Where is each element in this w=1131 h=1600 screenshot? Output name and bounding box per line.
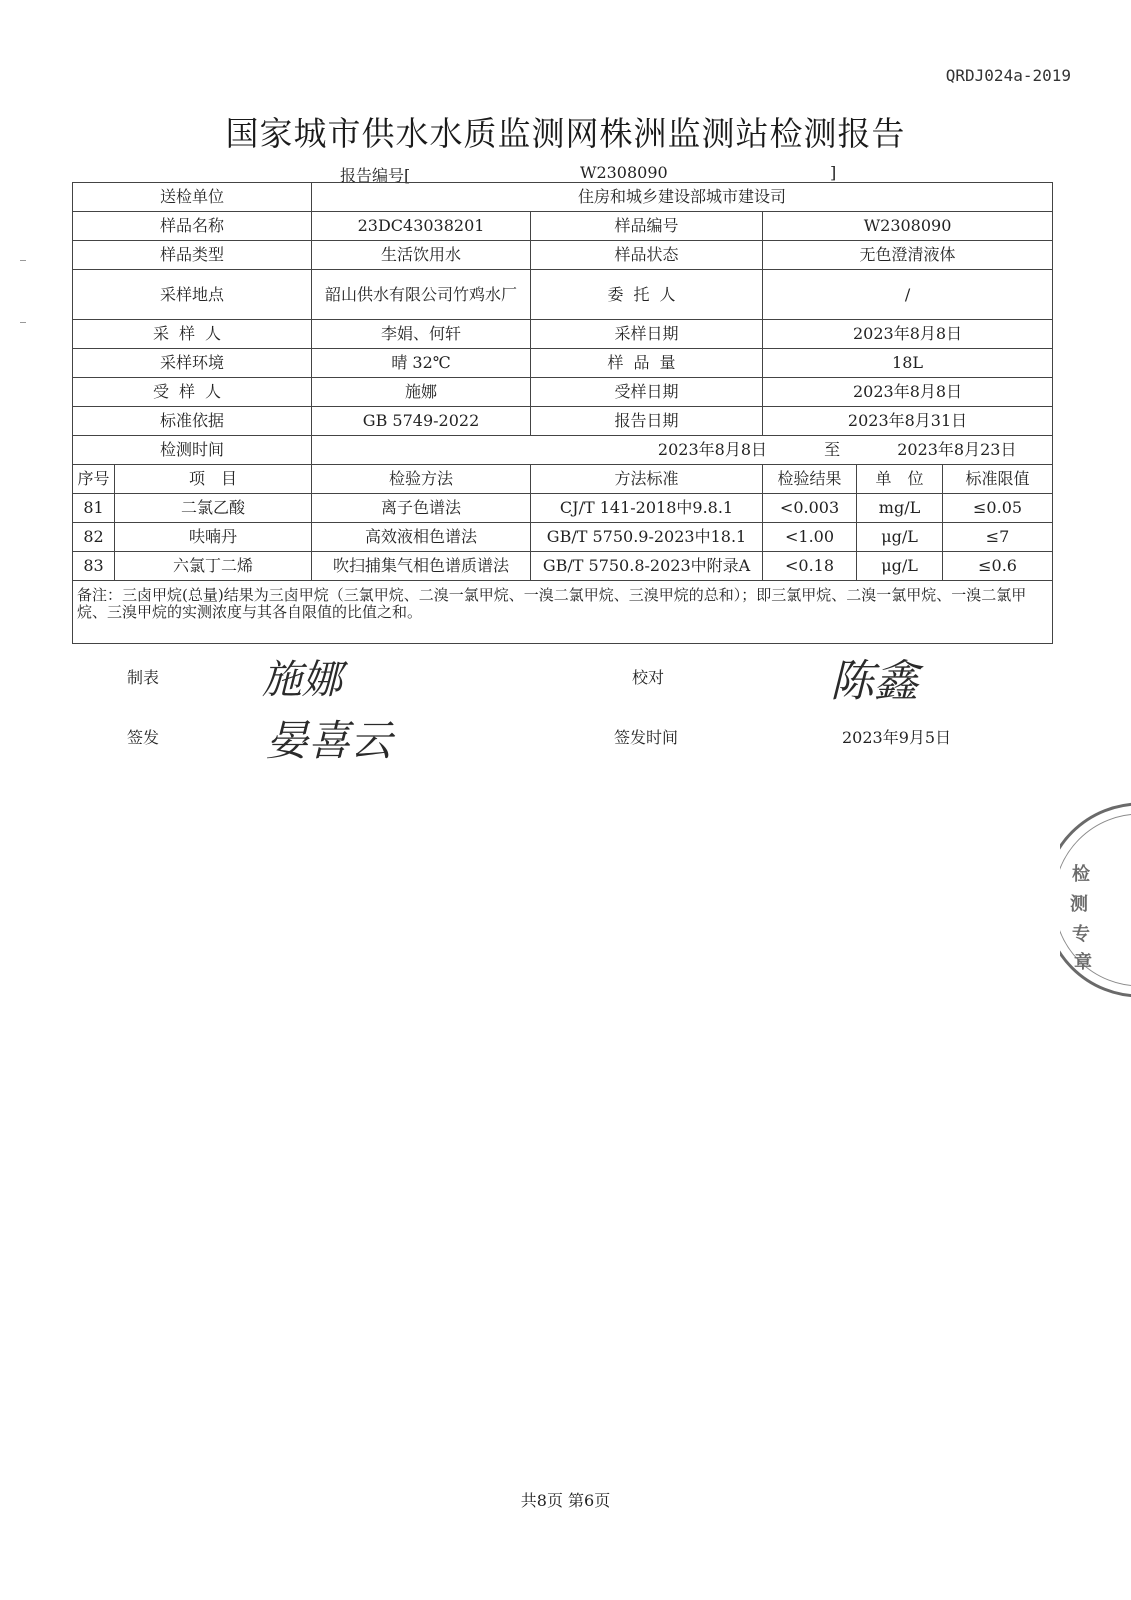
header-no: 序号	[73, 465, 115, 494]
svg-text:测: 测	[1070, 894, 1088, 915]
location-label: 采样地点	[73, 270, 312, 320]
test-end: 2023年8月23日	[897, 440, 1017, 459]
row-location	[73, 270, 1053, 320]
sampler-value: 李娟、何轩	[312, 320, 531, 349]
test-start: 2023年8月8日	[657, 440, 768, 459]
receiver-label: 受样人	[73, 378, 312, 407]
sampler-label: 采样人	[73, 320, 312, 349]
row-note	[73, 581, 1053, 644]
table-row	[73, 523, 1053, 552]
row-receiver	[73, 378, 1053, 407]
submit-unit-value: 住房和城乡建设部城市建设司	[312, 183, 1053, 212]
row-method: 吹扫捕集气相色谱质谱法	[312, 552, 531, 581]
seal-icon	[1060, 800, 1131, 1000]
row-sample-name	[73, 212, 1053, 241]
svg-text:检: 检	[1072, 864, 1090, 885]
report-table	[72, 182, 1053, 644]
row-unit: mg/L	[857, 494, 943, 523]
client-label: 委托人	[531, 270, 763, 320]
standard-value: GB 5749-2022	[312, 407, 531, 436]
report-date-label: 报告日期	[531, 407, 763, 436]
receive-date-value: 2023年8月8日	[763, 378, 1053, 407]
sample-type-value: 生活饮用水	[312, 241, 531, 270]
issue-label: 签发	[127, 728, 160, 747]
scan-mark	[20, 322, 26, 323]
row-method: 离子色谱法	[312, 494, 531, 523]
document-code: QRDJ024a-2019	[945, 66, 1071, 85]
header-method: 检验方法	[312, 465, 531, 494]
submit-unit-label: 送检单位	[73, 183, 312, 212]
row-unit: μg/L	[857, 523, 943, 552]
page-footer: 共8页 第6页	[520, 1491, 611, 1510]
row-item: 呋喃丹	[115, 523, 312, 552]
sample-state-label: 样品状态	[531, 241, 763, 270]
sample-name-value: 23DC43038201	[312, 212, 531, 241]
row-result: <0.18	[763, 552, 857, 581]
table-row	[73, 552, 1053, 581]
sample-date-value: 2023年8月8日	[763, 320, 1053, 349]
report-number-value: W2308090	[580, 163, 668, 182]
row-limit: ≤7	[943, 523, 1053, 552]
check-label: 校对	[632, 668, 665, 687]
sample-name-label: 样品名称	[73, 212, 312, 241]
env-label: 采样环境	[73, 349, 312, 378]
row-result: <0.003	[763, 494, 857, 523]
header-unit: 单 位	[857, 465, 943, 494]
row-item: 二氯乙酸	[115, 494, 312, 523]
report-title: 国家城市供水水质监测网株洲监测站检测报告	[225, 114, 906, 153]
issue-time-value: 2023年9月5日	[842, 728, 952, 747]
row-no: 83	[73, 552, 115, 581]
receive-date-label: 受样日期	[531, 378, 763, 407]
sample-no-label: 样品编号	[531, 212, 763, 241]
test-time-value	[312, 436, 1053, 465]
row-env	[73, 349, 1053, 378]
row-sample-type	[73, 241, 1053, 270]
svg-text:专: 专	[1072, 924, 1090, 945]
row-limit: ≤0.05	[943, 494, 1053, 523]
sample-date-label: 采样日期	[531, 320, 763, 349]
header-result: 检验结果	[763, 465, 857, 494]
header-limit: 标准限值	[943, 465, 1053, 494]
report-number-close: ]	[830, 163, 837, 182]
row-result: <1.00	[763, 523, 857, 552]
svg-text:章: 章	[1074, 952, 1092, 973]
row-standard: GB/T 5750.9-2023中18.1	[531, 523, 763, 552]
client-value: /	[763, 270, 1053, 320]
row-unit: μg/L	[857, 552, 943, 581]
row-test-time	[73, 436, 1053, 465]
qty-label: 样品量	[531, 349, 763, 378]
report-number-label: 报告编号[	[340, 166, 411, 185]
issue-time-label: 签发时间	[614, 728, 679, 747]
row-standard: CJ/T 141-2018中9.8.1	[531, 494, 763, 523]
row-standard: GB/T 5750.8-2023中附录A	[531, 552, 763, 581]
sample-no-value: W2308090	[763, 212, 1053, 241]
report-date-value: 2023年8月31日	[763, 407, 1053, 436]
remarks: 备注：三卤甲烷(总量)结果为三卤甲烷（三氯甲烷、二溴一氯甲烷、一溴二氯甲烷、三溴甲烷的总和）；即三氯甲烷、二溴一氯甲烷、一溴二氯甲烷、三溴甲烷的实测浓度与其各自限值的比值之和。	[73, 581, 1053, 644]
row-no: 81	[73, 494, 115, 523]
made-by-label: 制表	[127, 668, 160, 687]
qty-value: 18L	[763, 349, 1053, 378]
header-item: 项 目	[115, 465, 312, 494]
test-time-label: 检测时间	[73, 436, 312, 465]
row-standard	[73, 407, 1053, 436]
row-limit: ≤0.6	[943, 552, 1053, 581]
row-method: 高效液相色谱法	[312, 523, 531, 552]
issue-signature: 晏喜云	[266, 716, 393, 765]
env-value: 晴 32℃	[312, 349, 531, 378]
row-no: 82	[73, 523, 115, 552]
official-seal	[1060, 800, 1131, 1000]
sample-state-value: 无色澄清液体	[763, 241, 1053, 270]
standard-label: 标准依据	[73, 407, 312, 436]
row-submit-unit	[73, 183, 1053, 212]
sample-type-label: 样品类型	[73, 241, 312, 270]
row-sampler	[73, 320, 1053, 349]
test-to: 至	[824, 440, 841, 459]
table-row	[73, 494, 1053, 523]
check-signature: 陈鑫	[830, 656, 918, 707]
location-value: 韶山供水有限公司竹鸡水厂	[312, 270, 531, 320]
header-standard: 方法标准	[531, 465, 763, 494]
made-by-signature: 施娜	[262, 657, 342, 703]
row-headers	[73, 465, 1053, 494]
receiver-value: 施娜	[312, 378, 531, 407]
row-item: 六氯丁二烯	[115, 552, 312, 581]
scan-mark	[20, 260, 26, 261]
